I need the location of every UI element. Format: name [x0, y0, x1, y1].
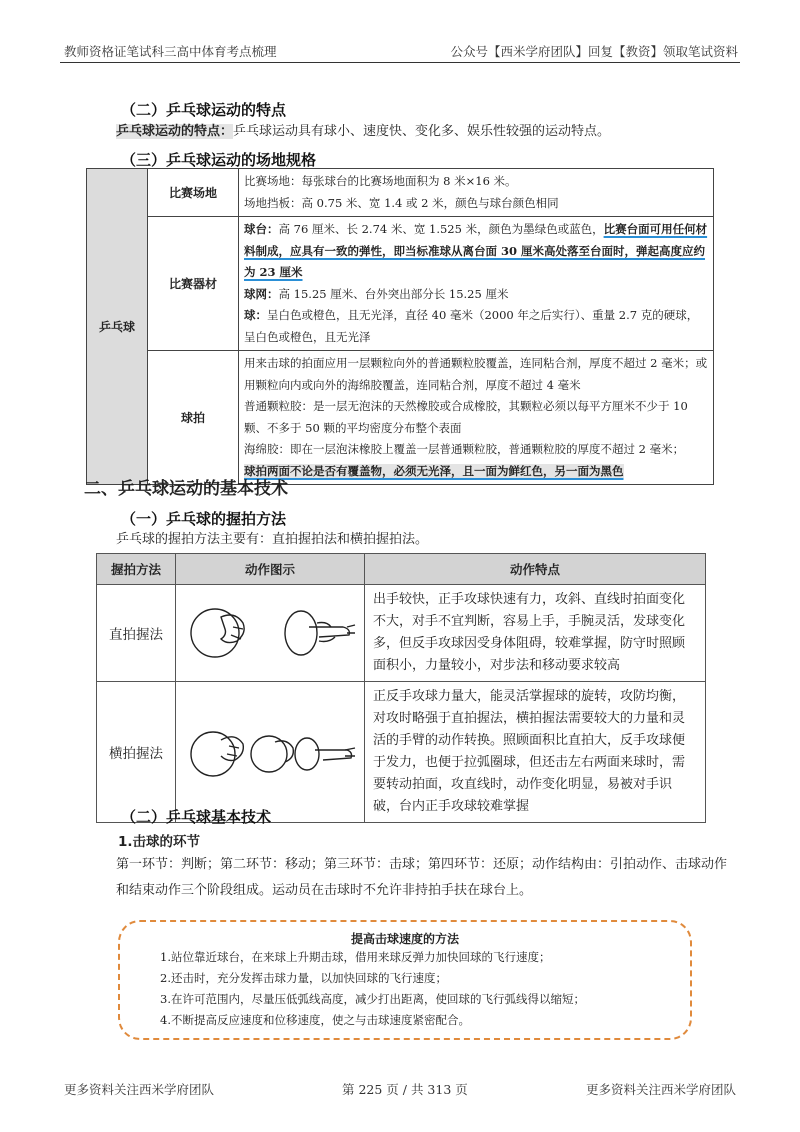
table-spec: [244, 219, 708, 284]
table-spec-label: 球台：: [244, 222, 279, 236]
ball-spec-text: 呈白色或橙色，且无光泽，直径 40 毫米（2000 年之后实行）、重量 2.7 克的硬球，呈白色或橙色，且无光泽: [244, 308, 699, 344]
phase-heading: 1.击球的环节: [118, 834, 201, 850]
footer-right: 更多资料关注西米学府团队: [585, 1082, 736, 1097]
grip-features-penhold: 出手较快，正手攻球快速有力，攻斜、直线时拍面变化不大，对手不宜判断，容易上手，手腕灵活，发球变化多，但反手攻球因受身体阻碍，较难掌握，防守时照顾面积小，力量较小，对步法和移动要求较高: [365, 585, 706, 682]
table-spec-emphasis: 比赛台面可用任何材料制成，应具有一致的弹性，即当标准球从离台面 30 厘米高处落至台面时，弹起高度应约为 23 厘米: [244, 222, 708, 279]
racket-line-2: 普通颗粒胶：是一层无泡沫的天然橡胶或合成橡胶，其颗粒必须以每平方厘米不少于 10 颗、不多于 50 颗的平均密度分布整个表面: [244, 399, 688, 435]
grip-name-penhold: 直拍握法: [97, 585, 176, 682]
venue-heading: （三）乒乓球运动的场地规格: [121, 151, 317, 169]
tip-item: 2.还击时，充分发挥击球力量，以加快回球的飞行速度；: [160, 971, 447, 985]
venue-side-label: 乒乓球: [87, 169, 148, 485]
venue-racket-cell: [239, 351, 714, 485]
grip-heading: （一）乒乓球的握拍方法: [121, 510, 287, 528]
racket-line-1: 用来击球的拍面应用一层颗粒向外的普通颗粒胶覆盖，连同粘合剂，厚度不超过 2 毫米；或用颗粒向内或向外的海绵胶覆盖，连同粘合剂，厚度不超过 4 毫米: [244, 356, 708, 392]
net-spec-label: 球网：: [244, 286, 279, 301]
ball-spec: [244, 305, 708, 348]
grip-table: [96, 553, 706, 823]
features-heading: （二）乒乓球运动的特点: [121, 101, 287, 119]
net-spec-text: 高 15.25 厘米、台外突出部分长 15.25 厘米: [278, 286, 509, 301]
tip-box: [118, 920, 692, 1040]
shakehand-grip-illustration: [177, 696, 361, 806]
grip-header-illustration: 动作图示: [176, 554, 365, 585]
venue-category-racket: 球拍: [148, 351, 239, 485]
grip-illustration-penhold: [176, 585, 365, 682]
features-label: 乒乓球运动的特点：: [116, 124, 234, 139]
basic-heading: （二）乒乓球基本技术: [121, 808, 272, 826]
grip-features-shakehand: 正反手攻球力量大，能灵活掌握球的旋转，攻防均衡，对攻时略强于直拍握法，横拍握法需要较大的力量和灵活的手臂的动作转换。照顾面积比直拍大，反手攻球便于发力，也便于拉弧圈球，但还击左右两面来球时，需要转动拍面，攻直线时，动作变化明显，易被对手识破，台内正手攻球较难掌握: [365, 682, 706, 823]
features-text: 乒乓球运动具有球小、速度快、变化多、娱乐性较强的运动特点。: [233, 124, 611, 139]
venue-equipment-cell: [239, 217, 714, 351]
features-paragraph: [116, 119, 610, 145]
grip-illustration-shakehand: [176, 682, 365, 823]
tip-box-title: 提高击球速度的方法: [350, 932, 459, 946]
grip-intro: 乒乓球的握拍方法主要有：直拍握拍法和横拍握拍法。: [116, 532, 429, 547]
header-left: 教师资格证笔试科三高中体育考点梳理: [64, 44, 277, 59]
racket-line-3: 海绵胶：即在一层泡沫橡胶上覆盖一层普通颗粒胶，普通颗粒胶的厚度不超过 2 毫米；: [244, 442, 685, 456]
table-spec-text: 高 76 厘米、长 2.74 米、宽 1.525 米，颜色为墨绿色或蓝色，: [278, 222, 604, 236]
header-divider: [60, 62, 740, 63]
grip-name-shakehand: 横拍握法: [97, 682, 176, 823]
grip-header-method: 握拍方法: [97, 554, 176, 585]
venue-table: [86, 168, 714, 485]
venue-field-line: 比赛场地：每张球台的比赛场地面积为 8 米×16 米。: [244, 174, 517, 188]
ball-spec-label: 球：: [244, 308, 267, 322]
tip-item: 3.在许可范围内，尽量压低弧线高度，减少打出距离，使回球的飞行弧线得以缩短；: [160, 992, 585, 1006]
header-right: 公众号【西米学府团队】回复【教资】领取笔试资料: [450, 44, 738, 59]
venue-field-cell: [239, 169, 714, 217]
venue-category-equipment: 比赛器材: [148, 217, 239, 351]
grip-header-features: 动作特点: [365, 554, 706, 585]
footer-page-number: 第 225 页 / 共 313 页: [342, 1082, 468, 1097]
phase-text: 第一环节：判断；第二环节：移动；第三环节：击球；第四环节：还原；动作结构由：引拍动作、击球动作和结束动作三个阶段组成。运动员在击球时不允许非持拍手扶在球台上。: [116, 857, 728, 898]
technique-heading: 二、乒乓球运动的基本技术: [84, 479, 288, 499]
tip-item: 1.站位靠近球台，在来球上升期击球，借用来球反弹力加快回球的飞行速度；: [160, 950, 551, 964]
penhold-grip-illustration: [177, 587, 361, 677]
venue-category-field: 比赛场地: [148, 169, 239, 217]
racket-emphasis: 球拍两面不论是否有覆盖物，必须无光泽，且一面为鲜红色，另一面为黑色: [244, 463, 624, 478]
venue-barrier-line: 场地挡板：高 0.75 米、宽 1.4 或 2 米，颜色与球台颜色相同: [244, 195, 559, 210]
tip-item: 4.不断提高反应速度和位移速度，使之与击球速度紧密配合。: [160, 1013, 470, 1027]
net-spec: [244, 284, 708, 306]
footer-left: 更多资料关注西米学府团队: [64, 1082, 215, 1097]
